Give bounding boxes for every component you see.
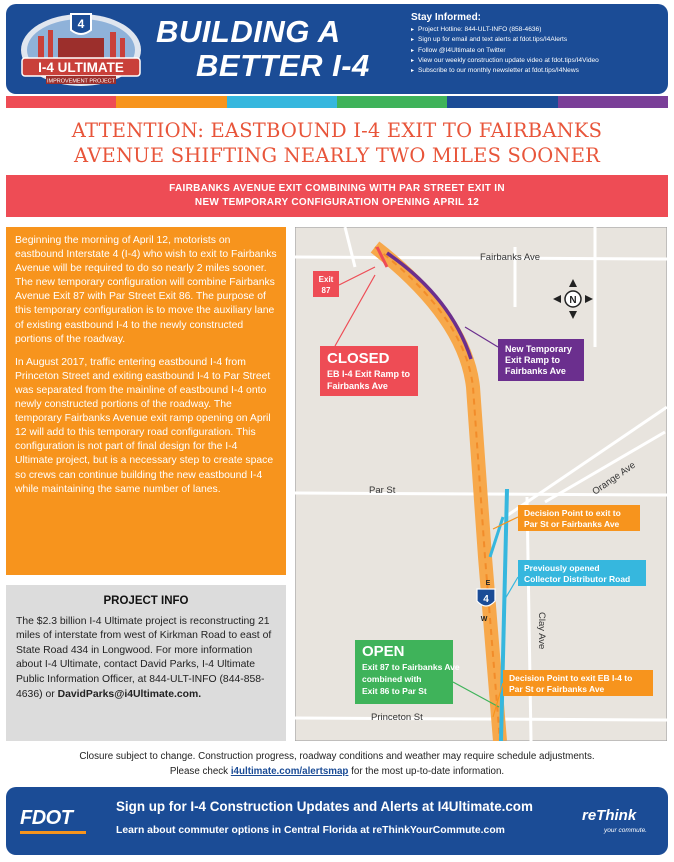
compass-letter: N: [569, 295, 577, 306]
color-bar: [6, 96, 668, 108]
road-label-orange: Orange Ave: [590, 459, 638, 498]
headline: [10, 118, 664, 168]
logo-sub-text: IMPROVEMENT PROJECT: [46, 78, 116, 85]
header-banner: [6, 4, 668, 94]
new-ramp-line-3: Fairbanks Ave: [505, 366, 566, 376]
stay-item-hotline: ▸ Project Hotline: 844-ULT-INFO (858-4636): [411, 25, 666, 35]
closure-notice: [6, 749, 668, 779]
road-label-clay: Clay Ave: [536, 612, 547, 650]
body-text-box: [6, 227, 286, 575]
color-bar-segment: [337, 96, 447, 108]
new-ramp-line-1: New Temporary: [505, 344, 572, 354]
stay-informed-heading: Stay Informed:: [411, 12, 482, 23]
learn-text[interactable]: Learn about commuter options in Central Florida at reThinkYourCommute.com: [116, 825, 505, 836]
decision2-line-1: Decision Point to exit EB I-4 to: [509, 673, 633, 683]
project-info-box: [6, 585, 286, 741]
rethink-logo: reThink: [582, 807, 637, 824]
open-line-1: Exit 87 to Fairbanks Ave: [362, 662, 460, 672]
color-bar-segment: [558, 96, 668, 108]
stay-item-alerts[interactable]: ▸ Sign up for email and text alerts at fdot.tips/I4Alerts: [411, 35, 666, 45]
banner-line-1: FAIRBANKS AVENUE EXIT COMBINING WITH PAR STREET EXIT IN: [169, 183, 505, 194]
headline-line-2: AVENUE SHIFTING NEARLY TWO MILES SOONER: [73, 144, 601, 167]
subheadline-banner: [6, 175, 668, 217]
stay-item-video[interactable]: ▸ View our weekly construction update video at fdot.tips/I4Video: [411, 56, 666, 66]
closure-line-2-pre: Please check: [169, 766, 231, 777]
area-map: [295, 227, 667, 741]
stay-informed: [411, 12, 666, 76]
shield-west: W: [480, 616, 488, 623]
road-label-fairbanks: Fairbanks Ave: [480, 252, 541, 263]
closure-line-2-post: for the most up-to-date information.: [348, 766, 505, 777]
previous-line-1: Previously opened: [524, 563, 600, 573]
closed-title: CLOSED: [327, 350, 390, 367]
closure-line-1: Closure subject to change. Construction progress, roadway conditions and weather may require schedule adjustments.: [79, 751, 595, 762]
title-line-2: BETTER I-4: [196, 48, 370, 83]
body-paragraph-2: In August 2017, traffic entering eastbound I-4 from Princeton Street and exiting eastbound I-4 to Par Street was separated from the mainline of eastbound I-4 onto newly constructed portions of the roadway. The temporary Fairbanks Avenue exit ramp opening on April 12 will add to this temporary road configuration. This configuration is not part of final design for the I-4 Ultimate project, but is a necessary step to create space so crews can continue building the new eastbound I-4 while maintaining the same number of lanes.: [15, 356, 274, 495]
closed-line-1: EB I-4 Exit Ramp to: [327, 369, 411, 379]
title-line-1: BUILDING A: [156, 14, 341, 49]
logo-banner-text: I-4 ULTIMATE: [38, 60, 124, 75]
decision1-line-2: Par St or Fairbanks Ave: [524, 519, 620, 529]
signup-text[interactable]: Sign up for I-4 Construction Updates and Alerts at I4Ultimate.com: [116, 799, 533, 814]
fdot-logo-underline: [20, 831, 86, 834]
color-bar-segment: [447, 96, 557, 108]
stay-item-twitter[interactable]: ▸ Follow @I4Ultimate on Twitter: [411, 46, 666, 56]
color-bar-segment: [6, 96, 116, 108]
logo-shield-number: 4: [77, 17, 85, 31]
alerts-map-link[interactable]: i4ultimate.com/alertsmap: [230, 766, 349, 777]
shield-east: E: [485, 580, 491, 587]
open-line-2: combined with: [362, 674, 422, 684]
closure-line-2: [6, 764, 668, 779]
body-paragraph-1: Beginning the morning of April 12, motorists on eastbound Interstate 4 (I-4) who wish to exit to Fairbanks Avenue will be required to do so nearly 2 miles sooner. The new temporary configuration will combine Fairbanks Avenue Exit 87 with Par Street Exit 86. The purpose of this temporary configuration is to move the auxiliary lane of existing eastbound I-4 to the newly constructed portions of the roadway.: [15, 235, 277, 345]
road-label-princeton: Princeton St: [371, 712, 423, 723]
i4-ultimate-logo: [16, 8, 146, 90]
open-title: OPEN: [362, 643, 405, 660]
decision1-line-1: Decision Point to exit to: [524, 508, 621, 518]
open-line-3: Exit 86 to Par St: [362, 686, 427, 696]
exit-label-word: Exit: [318, 275, 334, 284]
shield-number: 4: [483, 594, 489, 605]
new-ramp-line-2: Exit Ramp to: [505, 355, 561, 365]
previous-line-2: Collector Distributor Road: [524, 574, 631, 584]
decision2-line-2: Par St or Fairbanks Ave: [509, 684, 605, 694]
project-info-email[interactable]: DavidParks@i4Ultimate.com.: [57, 688, 202, 700]
project-info-text: The $2.3 billion I-4 Ultimate project is reconstructing 21 miles of interstate from west of Kirkman Road to east of State Road 434 in Longwood. For more information about I-4 Ultimate, contact David Parks, I-4 Ultimate Public Information Officer, at 844-ULT-INFO (844-858-4636) or: [16, 615, 272, 700]
exit-label-number: 87: [321, 286, 331, 295]
headline-line-1: ATTENTION: EASTBOUND I-4 EXIT TO FAIRBANKS: [71, 119, 603, 142]
fdot-logo: FDOT: [20, 807, 73, 829]
color-bar-segment: [116, 96, 226, 108]
stay-item-newsletter[interactable]: ▸ Subscribe to our monthly newsletter at fdot.tips/I4News: [411, 66, 666, 76]
footer-banner: [6, 787, 668, 855]
closed-line-2: Fairbanks Ave: [327, 381, 388, 391]
banner-line-2: NEW TEMPORARY CONFIGURATION OPENING APRIL 12: [194, 197, 480, 208]
rethink-logo-sub: your commute.: [604, 827, 647, 834]
project-info-heading: PROJECT INFO: [103, 595, 189, 607]
color-bar-segment: [227, 96, 337, 108]
road-label-par: Par St: [369, 485, 396, 496]
